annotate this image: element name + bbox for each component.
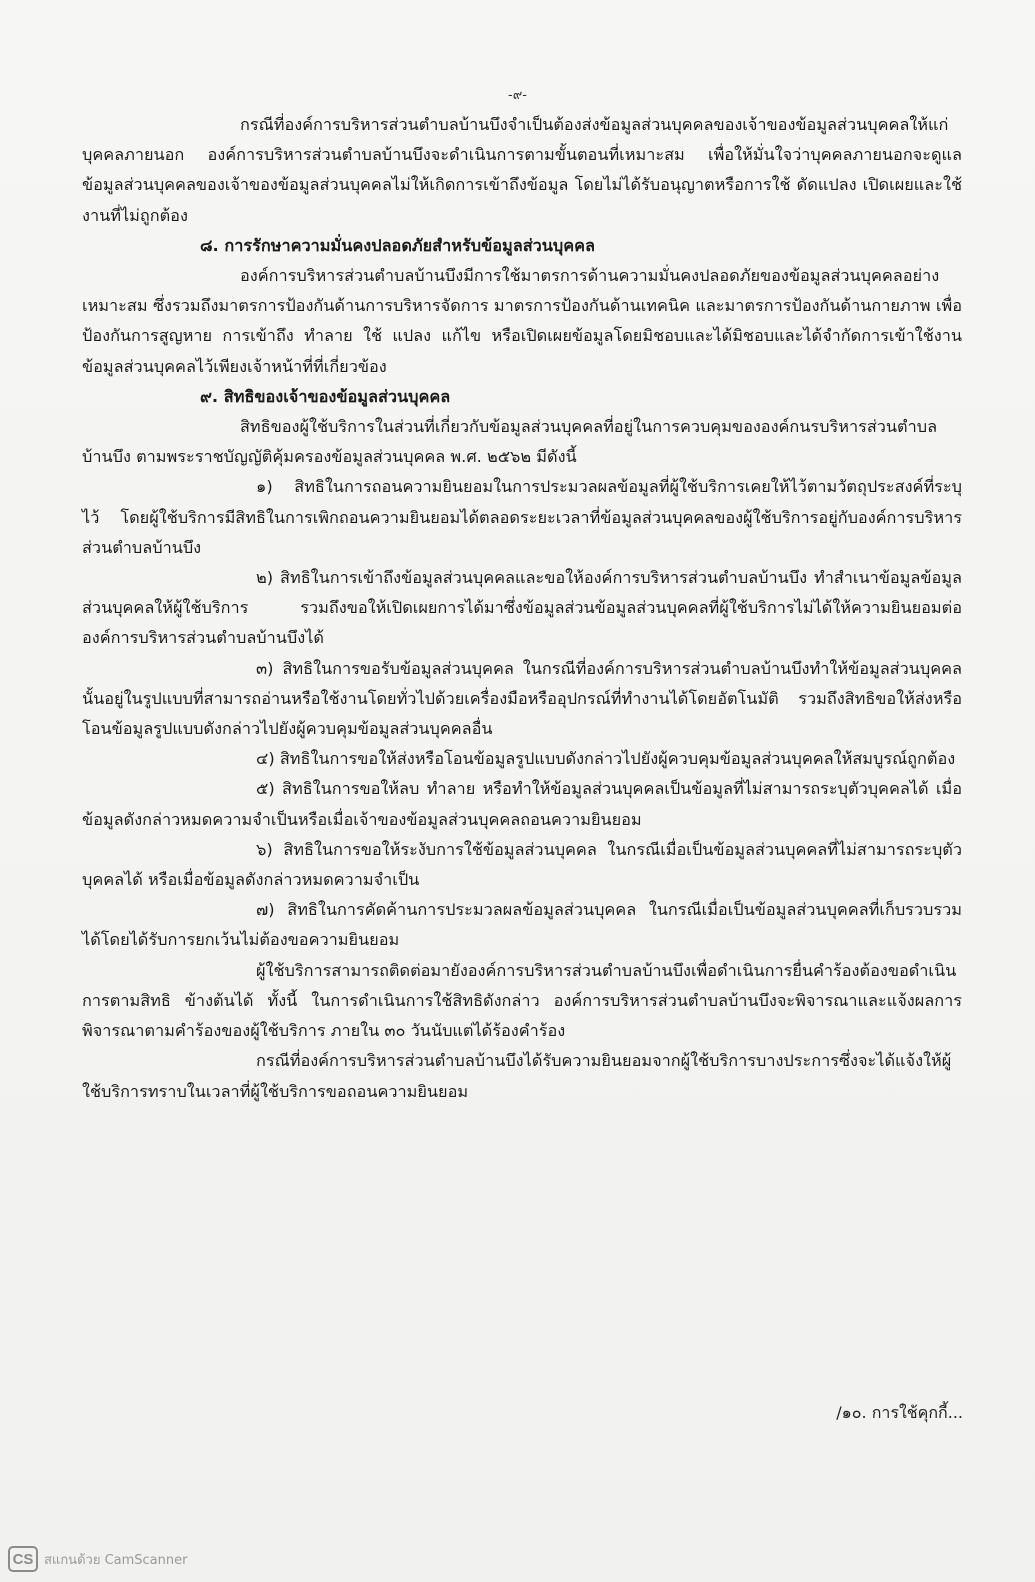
paragraph-contact-request: ผู้ใช้บริการสามารถติดต่อมายังองค์การบริหารส่วนตำบลบ้านบึงเพื่อดำเนินการยื่นคำร้องต้องขอดำเนินการตามสิทธิ ข้างต้นได้ ทั้งนี้ ในการดำเนินการใช้สิทธิดังกล่าว องค์การบริหารส่วนตำบลบ้านบึงจะพิจารณาและแจ้งผลการพิจารณาตามคำร้องของผู้ใช้บริการ ภายใน ๓๐ วันนับแต่ได้ร้องคำร้อง bbox=[82, 960, 962, 1041]
document-body bbox=[82, 110, 962, 1107]
paragraph-rights-intro: สิทธิของผู้ใช้บริการในส่วนที่เกี่ยวกับข้อมูลส่วนบุคคลที่อยู่ในการควบคุมขององค์กนรบริหารส่วนตำบลบ้านบึง ตามพระราชบัญญัติคุ้มครองข้อมูลส่วนบุคคล พ.ศ. ๒๕๖๒ มีดังนี้ bbox=[82, 417, 938, 467]
camscanner-logo-icon: CS bbox=[8, 1546, 38, 1572]
right-item-6: ๖) สิทธิในการขอให้ระงับการใช้ข้อมูลส่วนบุคคล ในกรณีเมื่อเป็นข้อมูลส่วนบุคคลที่ไม่สามารถระบุตัวบุคคลได้ หรือเมื่อข้อมูลดังกล่าวหมดความจำเป็น bbox=[82, 839, 962, 890]
paragraph-third-party-disclosure: กรณีที่องค์การบริหารส่วนตำบลบ้านบึงจำเป็นต้องส่งข้อมูลส่วนบุคคลของเจ้าของข้อมูลส่วนบุคคลให้แก่บุคคลภายนอก องค์การบริหารส่วนตำบลบ้านบึงจะดำเนินการตามขั้นตอนที่เหมาะสม เพื่อให้มั่นใจว่าบุคคลภายนอกจะดูแลข้อมูลส่วนบุคคลของเจ้าของข้อมูลส่วนบุคคลไม่ให้เกิดการเข้าถึงข้อมูล โดยไม่ได้รับอนุญาตหรือการใช้ ดัดแปลง เปิดเผยและใช้งานที่ไม่ถูกต้อง bbox=[82, 115, 962, 225]
section-heading-8: ๘. การรักษาความมั่นคงปลอดภัยสำหรับข้อมูลส่วนบุคคล bbox=[200, 235, 595, 255]
right-item-3: ๓) สิทธิในการขอรับข้อมูลส่วนบุคคล ในกรณีที่องค์การบริหารส่วนตำบลบ้านบึงทำให้ข้อมูลส่วนบุคคลนั้นอยู่ในรูปแบบที่สามารถอ่านหรือใช้งานโดยทั่วไปด้วยเครื่องมือหรืออุปกรณ์ที่ทำงานได้โดยอัตโนมัติ รวมถึงสิทธิขอให้ส่งหรือโอนข้อมูลรูปแบบดังกล่าวไปยังผู้ควบคุมข้อมูลส่วนบุคคลอื่น bbox=[82, 658, 962, 739]
section-heading-9: ๙. สิทธิของเจ้าของข้อมูลส่วนบุคคล bbox=[200, 386, 451, 406]
right-item-7: ๗) สิทธิในการคัดค้านการประมวลผลข้อมูลส่วนบุคคล ในกรณีเมื่อเป็นข้อมูลส่วนบุคคลที่เก็บรวบรวมได้โดยได้รับการยกเว้นไม่ต้องขอความยินยอม bbox=[82, 900, 962, 950]
watermark-text: สแกนด้วย CamScanner bbox=[44, 1552, 188, 1568]
right-item-2: ๒) สิทธิในการเข้าถึงข้อมูลส่วนบุคคลและขอให้องค์การบริหารส่วนตำบลบ้านบึง ทำสำเนาข้อมูลข้อมูลส่วนบุคคลให้ผู้ใช้บริการ รวมถึงขอให้เปิดเผยการได้มาซึ่งข้อมูลส่วนข้อมูลส่วนบุคคลที่ผู้ใช้บริการไม่ได้ให้ความยินยอมต่อองค์การบริหารส่วนตำบลบ้านบึงได้ bbox=[82, 568, 962, 648]
right-item-4: ๔) สิทธิในการขอให้ส่งหรือโอนข้อมูลรูปแบบดังกล่าวไปยังผู้ควบคุมข้อมูลส่วนบุคคลให้สมบูรณ์ถูกต้อง bbox=[256, 749, 956, 769]
right-item-5: ๕) สิทธิในการขอให้ลบ ทำลาย หรือทำให้ข้อมูลส่วนบุคคลเป็นข้อมูลที่ไม่สามารถระบุตัวบุคคลได้ เมื่อข้อมูลดังกล่าวหมดความจำเป็นหรือเมื่อเจ้าของข้อมูลส่วนบุคคลถอนความยินยอม bbox=[82, 779, 962, 829]
page-number: -๙- bbox=[508, 88, 527, 103]
right-item-1: ๑) สิทธิในการถอนความยินยอมในการประมวลผลข้อมูลที่ผู้ใช้บริการเคยให้ไว้ตามวัตถุประสงค์ที่ระบุไว้ โดยผู้ใช้บริการมีสิทธิในการเพิกถอนความยินยอมได้ตลอดระยะเวลาที่ข้อมูลส่วนบุคคลของผู้ใช้บริการอยู่กับองค์การบริหารส่วนตำบลบ้านบึง bbox=[82, 477, 962, 557]
paragraph-security-measures: องค์การบริหารส่วนตำบลบ้านบึงมีการใช้มาตรการด้านความมั่นคงปลอดภัยของข้อมูลส่วนบุคคลอย่างเหมาะสม ซึ่งรวมถึงมาตรการป้องกันด้านการบริหารจัดการ มาตรการป้องกันด้านเทคนิค และมาตรการป้องกันด้านกายภาพ เพื่อป้องกันการสูญหาย การเข้าถึง ทำลาย ใช้ แปลง แก้ไข หรือเปิดเผยข้อมูลโดยมิชอบและได้มิชอบและได้จำกัดการเข้าใช้งานข้อมูลส่วนบุคคลไว้เพียงเจ้าหน้าที่ที่เกี่ยวข้อง bbox=[82, 266, 962, 376]
paragraph-consent-withdrawal: กรณีที่องค์การบริหารส่วนตำบลบ้านบึงได้รับความยินยอมจากผู้ใช้บริการบางประการซึ่งจะได้แจ้งให้ผู้ใช้บริการทราบในเวลาที่ผู้ใช้บริการขอถอนความยินยอม bbox=[82, 1051, 952, 1101]
continued-next-page: /๑๐. การใช้คุกกี้... bbox=[836, 1403, 963, 1422]
camscanner-watermark bbox=[8, 1546, 187, 1572]
